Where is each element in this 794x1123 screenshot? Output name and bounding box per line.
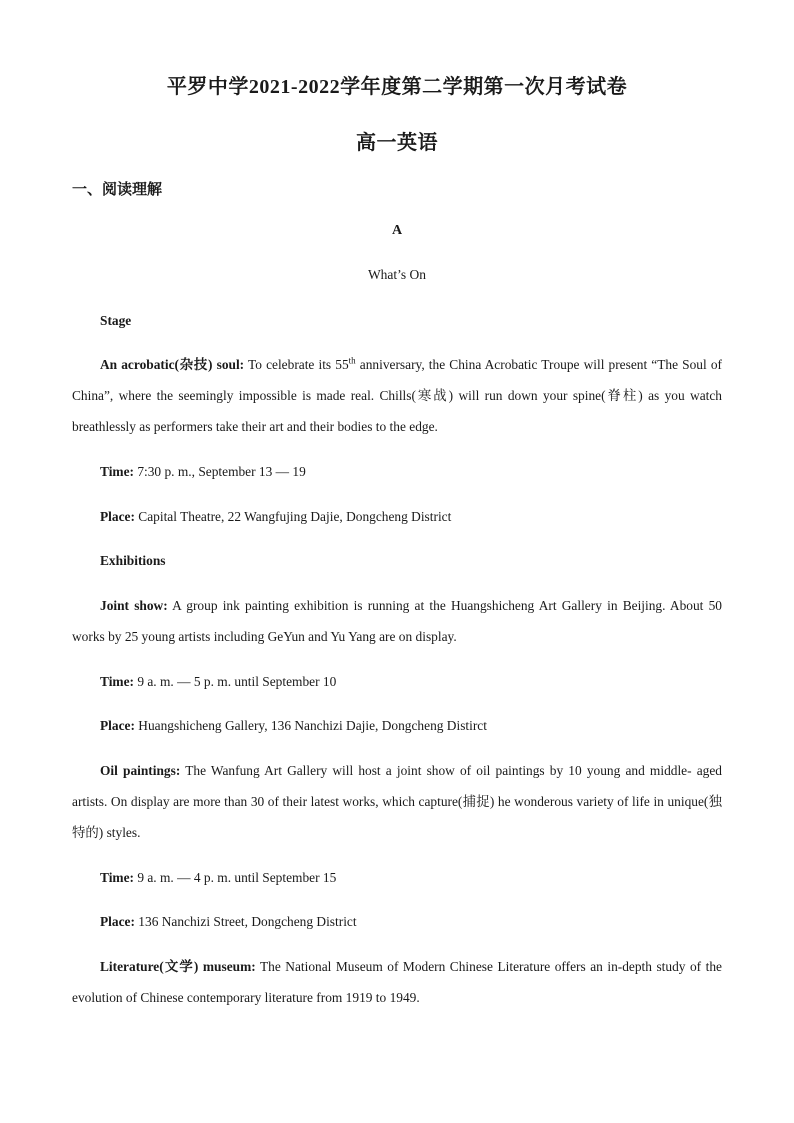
joint-show-paragraph — [72, 590, 722, 652]
stage-heading-text: Stage — [100, 313, 132, 328]
joint-time-value: 9 a. m. — 5 p. m. until September 10 — [133, 674, 337, 689]
joint-show-label: Joint show: — [100, 598, 168, 613]
literature-museum-label: Literature(文学) museum: — [100, 959, 256, 974]
joint-show-text: A group ink painting exhibition is running at the Huangshicheng Art Gallery in Beijing. About 50 works by 25 young artists including GeYun and Yu Yang are on display. — [72, 598, 722, 644]
stage-heading — [72, 305, 722, 336]
exhibitions-heading-text: Exhibitions — [100, 553, 166, 568]
section-heading: 一、阅读理解 — [72, 182, 163, 198]
literature-museum-text: The National Museum of Modern Chinese Literature offers an in-depth study of the evolution of Chinese contemporary literature from 1919 to 1949. — [72, 959, 723, 1005]
stage-item-sup: th — [348, 355, 356, 366]
stage-time-label: Time: — [100, 464, 134, 479]
stage-item-text-after: anniversary, the China Acrobatic Troupe will present “The Soul of China”, where the seemingly impossible is made real. Chills(寒战) will run down your spine(脊柱) as you watch breathlessly as performers take their art and their bodies to the edge. — [72, 357, 722, 434]
oil-paintings-text: The Wanfung Art Gallery will host a joint show of oil paintings by 10 young and middle- aged artists. On display are more than 30 of their latest works, which capture(捕捉) he wonderous variety of life in unique(独特的) styles. — [72, 763, 722, 840]
oil-paintings-label: Oil paintings: — [100, 763, 181, 778]
stage-place-label: Place: — [100, 509, 135, 524]
stage-time — [72, 456, 722, 487]
stage-place — [72, 501, 722, 532]
exam-title: 平罗中学2021-2022学年度第二学期第一次月考试卷 — [166, 76, 628, 98]
joint-show-place — [72, 710, 722, 741]
stage-item-text-before: To celebrate its 55 — [244, 357, 349, 372]
oil-paintings-paragraph — [72, 755, 722, 848]
oil-place-label: Place: — [100, 914, 135, 929]
stage-time-value: 7:30 p. m., September 13 — 19 — [133, 464, 306, 479]
joint-time-label: Time: — [100, 674, 134, 689]
passage-letter: A — [391, 223, 403, 238]
stage-place-value: Capital Theatre, 22 Wangfujing Dajie, Dongcheng District — [134, 509, 452, 524]
exam-subtitle: 高一英语 — [356, 132, 438, 154]
oil-paintings-place — [72, 906, 722, 937]
oil-time-label: Time: — [100, 870, 134, 885]
oil-place-value: 136 Nanchizi Street, Dongcheng District — [134, 914, 357, 929]
joint-show-time — [72, 666, 722, 697]
oil-time-value: 9 a. m. — 4 p. m. until September 15 — [133, 870, 337, 885]
stage-item-label: An acrobatic(杂技) soul: — [100, 357, 245, 372]
exhibitions-heading — [72, 545, 722, 576]
joint-place-label: Place: — [100, 718, 135, 733]
oil-paintings-time — [72, 862, 722, 893]
joint-place-value: Huangshicheng Gallery, 136 Nanchizi Dajie, Dongcheng Distirct — [134, 718, 487, 733]
literature-museum-paragraph — [72, 951, 722, 1013]
stage-item-paragraph — [72, 349, 722, 442]
passage-title: What’s On — [367, 267, 427, 282]
